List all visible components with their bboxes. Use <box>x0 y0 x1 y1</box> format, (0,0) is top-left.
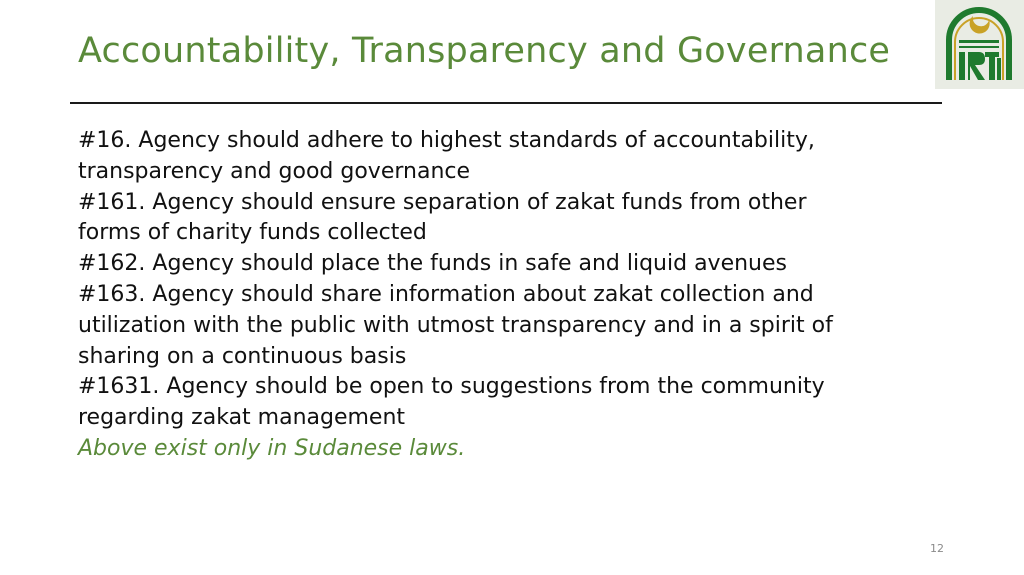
body-line: #163. Agency should share information about zakat collection and <box>78 281 814 307</box>
body-line: utilization with the public with utmost transparency and in a spirit of <box>78 312 833 338</box>
body-line: #162. Agency should place the funds in safe and liquid avenues <box>78 251 787 277</box>
body-line: #161. Agency should ensure separation of zakat funds from other <box>78 189 807 215</box>
body-line: transparency and good governance <box>78 158 471 184</box>
body-line: regarding zakat management <box>78 405 406 431</box>
sudanese-laws-note: Above exist only in Sudanese laws. <box>78 435 466 461</box>
irti-logo <box>935 0 1024 89</box>
body-line: forms of charity funds collected <box>78 220 427 246</box>
slide-title: Accountability, Transparency and Governance <box>78 31 891 71</box>
irti-logo-icon <box>935 0 1024 89</box>
body-line: #1631. Agency should be open to suggestions from the community <box>78 374 825 400</box>
body-line: sharing on a continuous basis <box>78 343 407 369</box>
slide-body <box>78 126 958 465</box>
page-number: 12 <box>930 542 944 555</box>
title-divider <box>70 102 942 104</box>
body-line: #16. Agency should adhere to highest standards of accountability, <box>78 128 815 153</box>
